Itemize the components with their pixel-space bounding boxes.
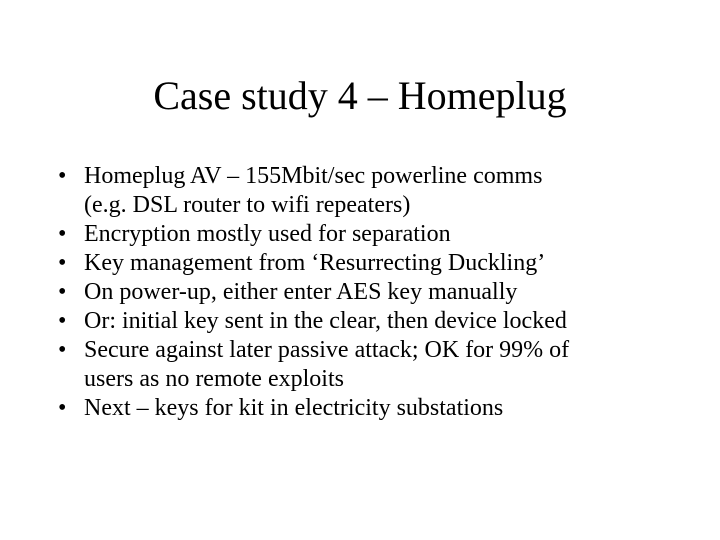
bullet-icon: •	[58, 163, 67, 189]
bullet-icon: •	[58, 279, 67, 305]
bullet-item	[58, 394, 698, 423]
bullet-text: On power-up, either enter AES key manually	[84, 279, 518, 305]
bullet-item	[58, 162, 698, 220]
bullet-item	[58, 336, 698, 394]
bullet-text: Key management from ‘Resurrecting Duckling’	[84, 250, 546, 276]
bullet-icon: •	[58, 395, 67, 421]
bullet-text: Homeplug AV – 155Mbit/sec powerline comms (e.g. DSL router to wifi repeaters)	[84, 163, 543, 218]
bullet-icon: •	[58, 308, 67, 334]
bullet-item	[58, 278, 698, 307]
bullet-list	[58, 162, 698, 423]
bullet-item	[58, 249, 698, 278]
bullet-icon: •	[58, 250, 67, 276]
bullet-item	[58, 220, 698, 249]
bullet-text: Next – keys for kit in electricity substations	[84, 395, 504, 421]
bullet-item	[58, 307, 698, 336]
bullet-icon: •	[58, 221, 67, 247]
slide-title: Case study 4 – Homeplug	[153, 73, 567, 118]
bullet-text: Encryption mostly used for separation	[84, 221, 451, 247]
bullet-text: Or: initial key sent in the clear, then device locked	[84, 308, 567, 334]
bullet-icon: •	[58, 337, 67, 363]
bullet-text: Secure against later passive attack; OK for 99% of users as no remote exploits	[84, 337, 570, 392]
